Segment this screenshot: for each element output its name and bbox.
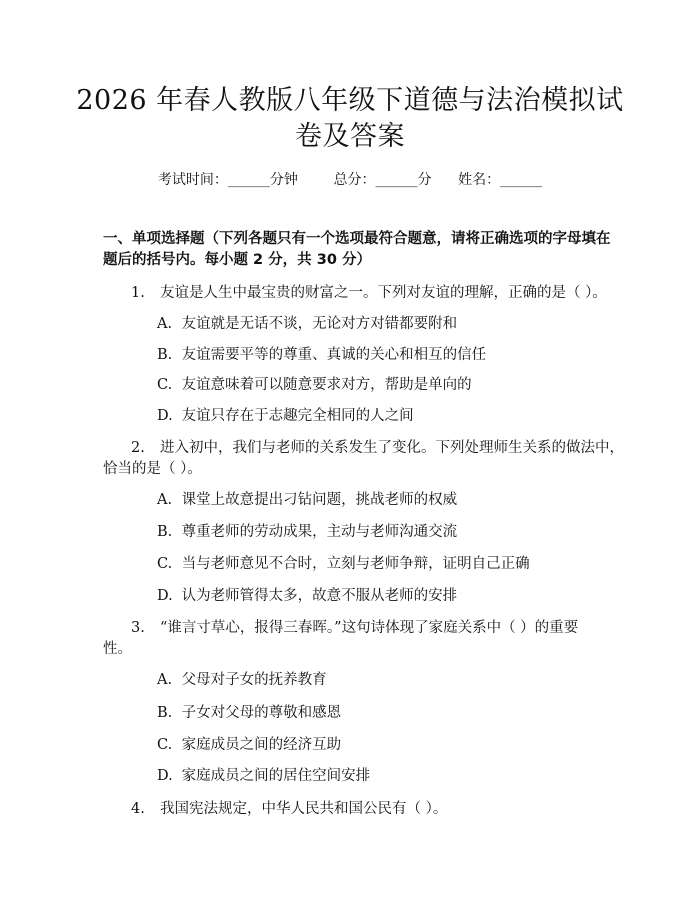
option-text: 友谊需要平等的尊重、真诚的关心和相互的信任: [181, 347, 487, 363]
question-number: 1.: [131, 285, 145, 301]
exam-score-field: 总分：______分: [333, 172, 432, 188]
option-text: 家庭成员之间的经济互助: [181, 737, 342, 753]
question-text: 进入初中，我们与老师的关系发生了变化。下列处理师生关系的做法中，: [160, 440, 624, 456]
option-item: [157, 406, 414, 426]
option-letter: D.: [157, 588, 173, 604]
option-letter: B.: [157, 705, 173, 721]
option-text: 父母对子女的抚养教育: [181, 672, 327, 688]
option-letter: C.: [157, 377, 173, 393]
option-item: [157, 490, 457, 510]
question-text-continued: 恰当的是（ ）。: [103, 461, 202, 477]
option-text: 友谊意味着可以随意要求对方，帮助是单向的: [181, 377, 472, 393]
option-text: 友谊就是无话不谈，无论对方对错都要附和: [181, 316, 458, 332]
option-letter: C.: [157, 556, 173, 572]
option-item: [157, 522, 457, 542]
question-text-continued: 性。: [103, 641, 132, 657]
option-text: 当与老师意见不合时，立刻与老师争辩，证明自己正确: [181, 556, 530, 572]
question-number: 3.: [131, 620, 145, 636]
option-letter: B.: [157, 347, 173, 363]
option-letter: D.: [157, 768, 173, 784]
section-heading-line-2: 题后的括号内。每小题 2 分，共 30 分）: [103, 252, 371, 268]
option-letter: B.: [157, 524, 173, 540]
option-text: 课堂上故意提出刁钻问题，挑战老师的权威: [181, 492, 458, 508]
option-item: [157, 554, 530, 574]
question-number: 2.: [131, 440, 145, 456]
question-text: “谁言寸草心，报得三春晖。”这句诗体现了家庭关系中（ ）的重要: [160, 620, 579, 636]
option-item: [157, 766, 370, 786]
option-item: [157, 670, 327, 690]
exam-info-row: [0, 170, 700, 190]
option-item: [157, 314, 457, 334]
question-number: 4.: [131, 801, 145, 817]
option-text: 子女对父母的尊敬和感恩: [181, 705, 342, 721]
option-item: [157, 345, 486, 365]
option-text: 认为老师管得太多，故意不服从老师的安排: [181, 588, 458, 604]
option-text: 尊重老师的劳动成果，主动与老师沟通交流: [181, 524, 458, 540]
option-text: 家庭成员之间的居住空间安排: [181, 768, 371, 784]
exam-time-field: 考试时间：______分钟: [157, 172, 298, 188]
option-letter: D.: [157, 408, 173, 424]
option-letter: A.: [157, 672, 173, 688]
option-item: [157, 735, 341, 755]
option-letter: C.: [157, 737, 173, 753]
exam-name-field: 姓名：______: [458, 172, 543, 188]
exam-title-line-2: 卷及答案: [295, 121, 405, 152]
option-item: [157, 703, 341, 723]
exam-title-line-1: 2026 年春人教版八年级下道德与法治模拟试: [76, 85, 624, 116]
option-letter: A.: [157, 316, 173, 332]
question-text: 友谊是人生中最宝贵的财富之一。下列对友谊的理解，正确的是（ ）。: [160, 285, 607, 301]
option-letter: A.: [157, 492, 173, 508]
section-heading-line-1: 一、单项选择题（下列各题只有一个选项最符合题意，请将正确选项的字母填在: [103, 231, 611, 247]
option-text: 友谊只存在于志趣完全相同的人之间: [181, 408, 414, 424]
question-text: 我国宪法规定，中华人民共和国公民有（ ）。: [160, 801, 448, 817]
option-item: [157, 586, 457, 606]
option-item: [157, 375, 472, 395]
